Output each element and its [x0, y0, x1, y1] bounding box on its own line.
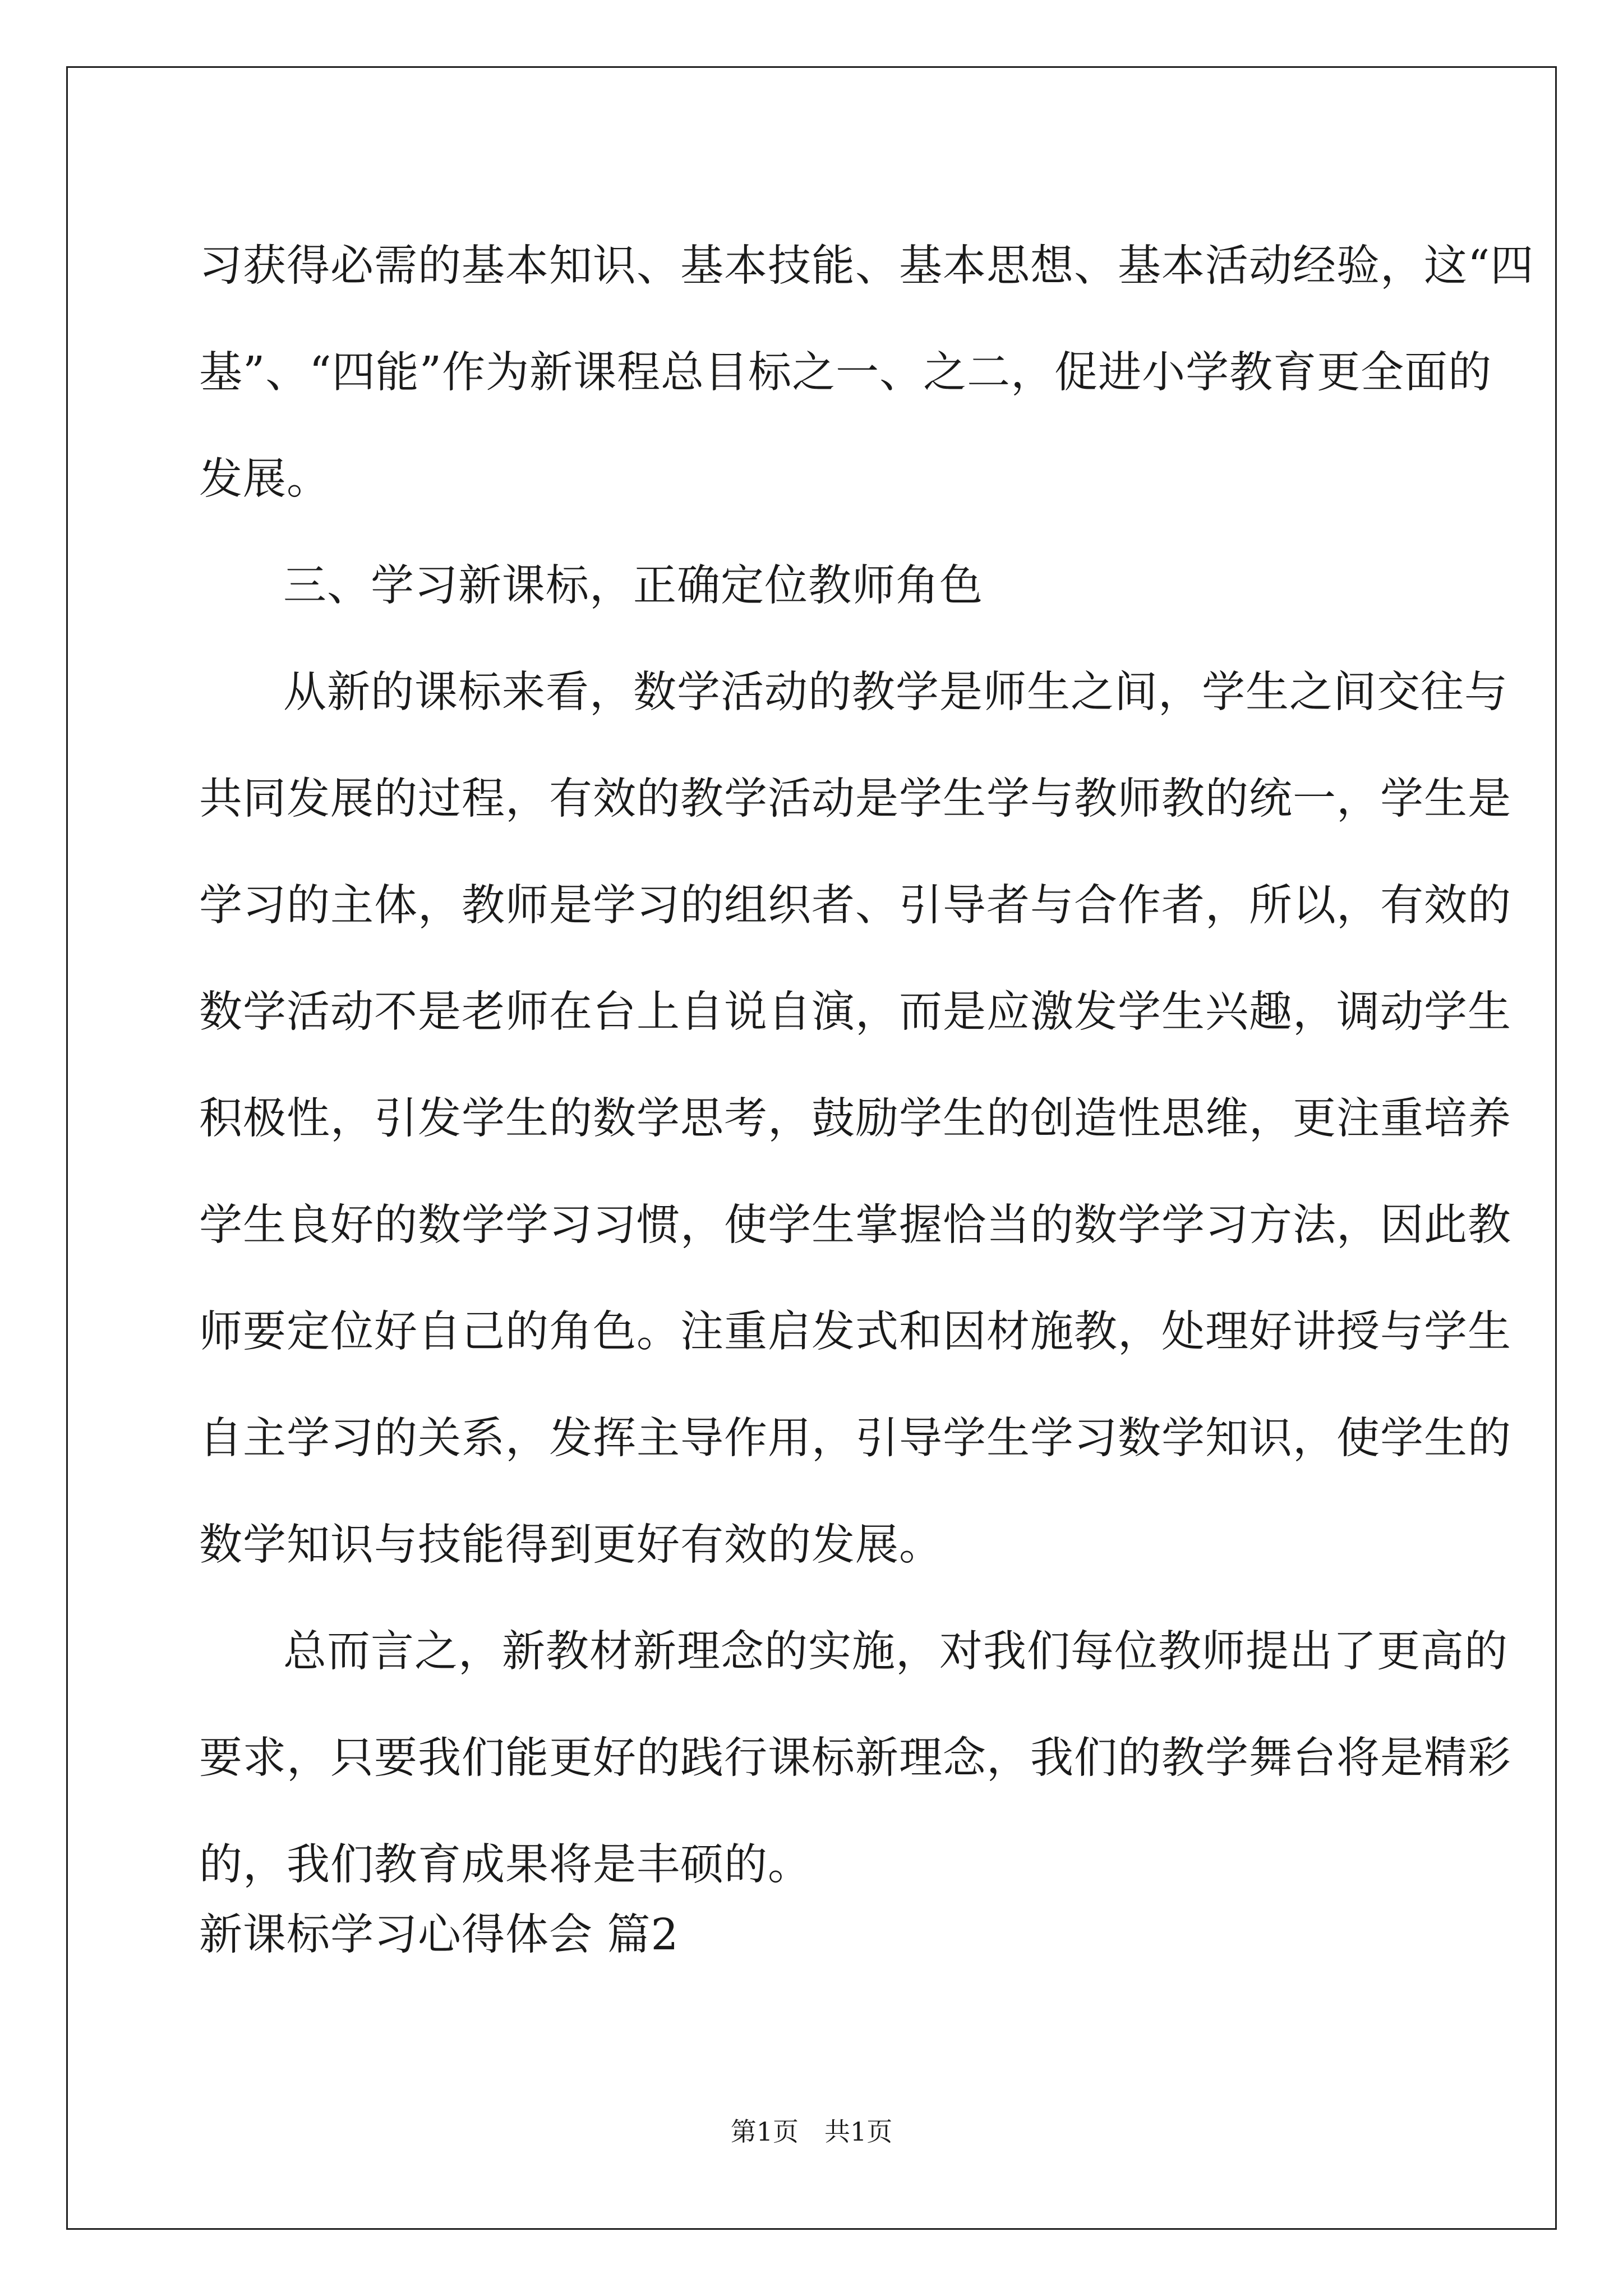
text-line: 要求，只要我们能更好的践行课标新理念，我们的教学舞台将是精彩 — [199, 1733, 1511, 1783]
document-body — [199, 213, 1534, 1918]
text-line: 自主学习的关系，发挥主导作用，引导学生学习数学知识，使学生的 — [199, 1414, 1511, 1464]
text-line: 的，我们教育成果将是丰硕的。 — [199, 1840, 811, 1890]
text-line: 学生良好的数学学习习惯，使学生掌握恰当的数学学习方法，因此教 — [199, 1200, 1511, 1250]
text-line: 数学知识与技能得到更好有效的发展。 — [199, 1520, 943, 1570]
text-line: 师要定位好自己的角色。注重启发式和因材施教，处理好讲授与学生 — [199, 1307, 1511, 1357]
subheading: 三、学习新课标，正确定位教师角色 — [283, 561, 983, 611]
text-line: 共同发展的过程，有效的教学活动是学生学与教师教的统一，学生是 — [199, 774, 1511, 824]
text-line: 积极性，引发学生的数学思考，鼓励学生的创造性思维，更注重培养 — [199, 1094, 1511, 1144]
text-line: 发展。 — [199, 454, 330, 504]
page-footer: 第1页 共1页 — [730, 2116, 893, 2147]
text-line: 数学活动不是老师在台上自说自演，而是应激发学生兴趣，调动学生 — [199, 987, 1511, 1037]
text-line: 从新的课标来看，数学活动的教学是师生之间，学生之间交往与 — [283, 668, 1508, 717]
text-line: 习获得必需的基本知识、基本技能、基本思想、基本活动经验，这“四 — [199, 241, 1534, 291]
text-line: 学习的主体，教师是学习的组织者、引导者与合作者，所以，有效的 — [199, 881, 1511, 931]
text-line: 基”、“四能”作为新课程总目标之一、之二，促进小学教育更全面的 — [199, 348, 1492, 398]
text-line: 总而言之，新教材新理念的实施，对我们每位教师提出了更高的 — [283, 1627, 1508, 1677]
section-title: 新课标学习心得体会 篇2 — [199, 1910, 679, 1960]
